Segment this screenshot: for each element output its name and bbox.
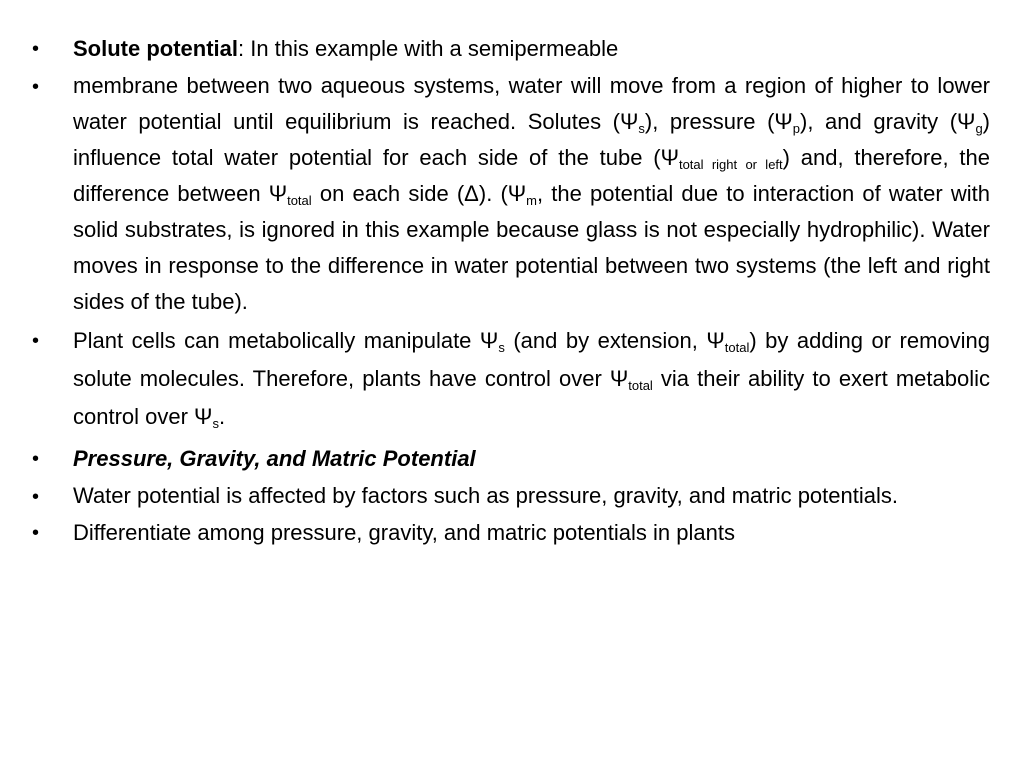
subscript: s	[638, 121, 645, 136]
text-part: (and by extension, Ψ	[504, 328, 725, 353]
text-part: membrane between two aqueous systems, water will move from a region of higher to lower water potential until equilibrium is reached. Solutes (Ψ	[73, 73, 990, 134]
text-part: ) influence total water potential for each side of the tube (Ψ	[73, 109, 990, 170]
bullet-marker: •	[32, 522, 40, 544]
subscript: s	[498, 340, 505, 355]
subscript: s	[212, 416, 219, 431]
bullet-marker: •	[32, 448, 40, 470]
bullet-text: Water potential is affected by factors such as pressure, gravity, and matric potentials.	[73, 483, 898, 508]
bullet-water-potential-factors	[32, 478, 990, 514]
bullet-membrane-explanation	[32, 68, 990, 320]
text-part: ) by adding or removing solute molecules. Therefore, plants have control over Ψ	[73, 328, 991, 391]
bullet-plant-cells	[32, 322, 990, 436]
subscript: total	[724, 340, 750, 355]
bullet-text	[73, 322, 990, 436]
subscript: total	[287, 193, 312, 208]
bullet-text-part: : In this example with a semipermeable	[238, 36, 619, 61]
bullet-heading: Solute potential	[73, 36, 238, 61]
subscript: total right or left	[678, 157, 783, 172]
bullet-section-heading	[32, 440, 990, 478]
subscript: p	[792, 121, 801, 136]
text-part: on each side (Δ). (Ψ	[311, 181, 527, 206]
text-part: Plant cells can metabolically manipulate Ψ	[73, 328, 499, 353]
bullet-solute-potential	[32, 30, 990, 68]
bullet-marker: •	[32, 76, 40, 98]
subscript: g	[975, 121, 983, 136]
bullet-text	[73, 30, 990, 68]
bullet-marker: •	[32, 486, 40, 508]
bullet-marker: •	[32, 330, 40, 352]
text-part: via their ability to exert metabolic control over Ψ	[73, 366, 990, 429]
section-heading: Pressure, Gravity, and Matric Potential	[73, 446, 476, 471]
bullet-marker: •	[32, 38, 40, 60]
text-part: , the potential due to interaction of water with solid substrates, is ignored in this example because glass is not especially hydrophilic). Water moves in response to the difference in water potential between two systems (the left and right sides of the tube).	[73, 181, 990, 314]
subscript: m	[526, 193, 538, 208]
text-part: .	[218, 404, 226, 429]
bullet-text	[73, 68, 990, 320]
bullet-list	[32, 30, 990, 552]
text-part: ), and gravity (Ψ	[800, 109, 976, 134]
text-part: ), pressure (Ψ	[644, 109, 793, 134]
bullet-text: Differentiate among pressure, gravity, and matric potentials in plants	[73, 520, 735, 545]
bullet-differentiate	[32, 514, 990, 552]
text-part: ) and, therefore, the difference between Ψ	[73, 145, 990, 206]
subscript: total	[628, 378, 653, 393]
